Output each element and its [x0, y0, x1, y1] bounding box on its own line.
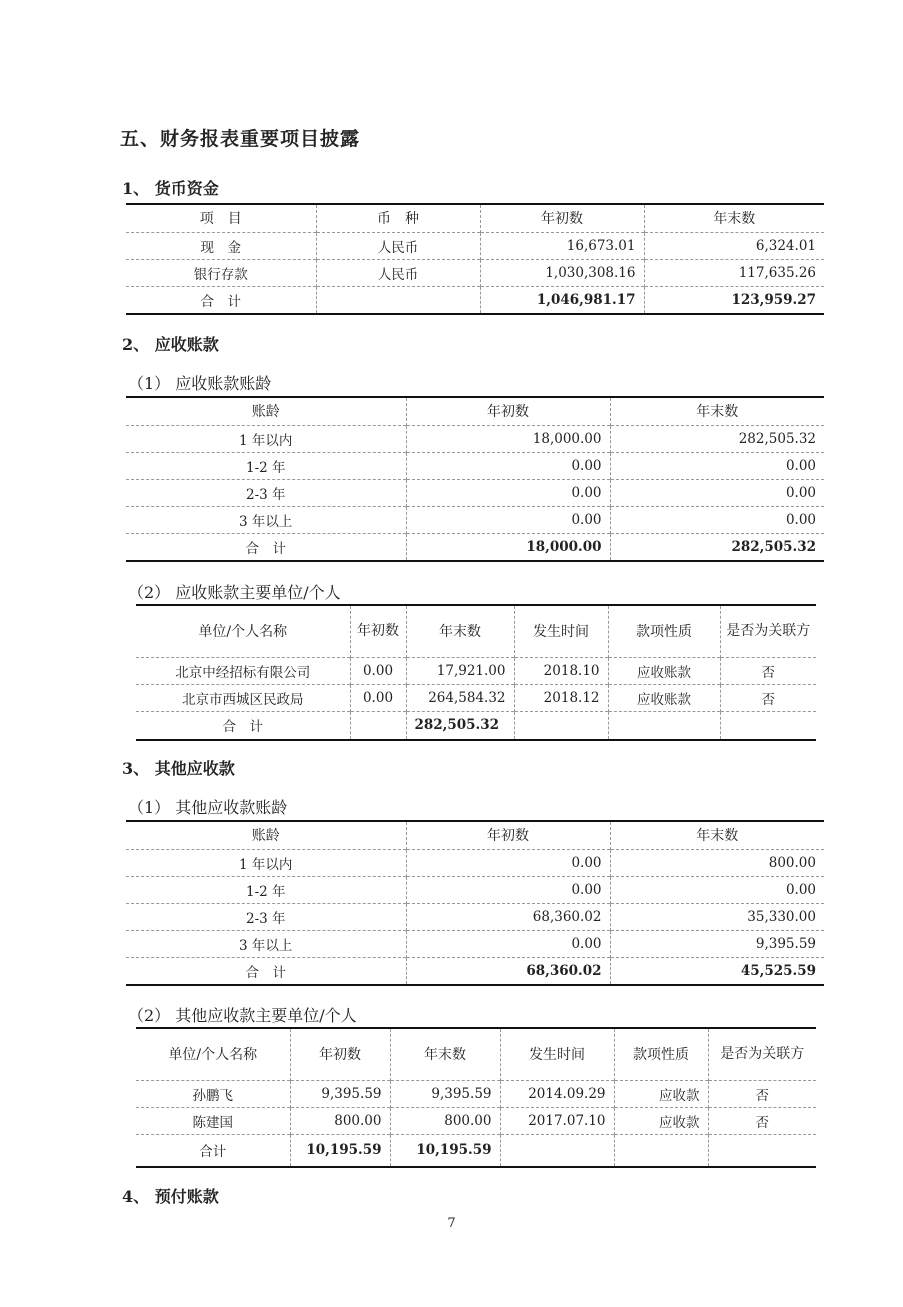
cell: 人民币 — [316, 259, 480, 286]
cell: 18,000.00 — [406, 533, 610, 561]
cell: 应收账款 — [608, 684, 720, 711]
total-row — [126, 957, 824, 985]
table-row — [126, 452, 824, 479]
table-row — [126, 876, 824, 903]
col-header: 年末数 — [610, 821, 824, 849]
cell: 0.00 — [406, 849, 610, 876]
col-header: 年末数 — [610, 397, 824, 425]
cell: 0.00 — [406, 452, 610, 479]
col-header: 款项性质 — [614, 1028, 708, 1080]
cell: 应收款 — [614, 1107, 708, 1134]
page-number: 7 — [447, 1216, 456, 1231]
section-heading-cash: 1、 货币资金 — [122, 179, 219, 198]
col-header: 年初数 — [480, 204, 644, 232]
cell: 2018.10 — [514, 657, 608, 684]
cell — [350, 711, 406, 740]
cell: 123,959.27 — [644, 286, 824, 314]
cell: 0.00 — [406, 876, 610, 903]
cell — [514, 711, 608, 740]
section-heading-receivables: 2、 应收账款 — [122, 335, 219, 354]
cell: 人民币 — [316, 232, 480, 259]
col-header: 年末数 — [406, 605, 514, 657]
cell: 16,673.01 — [480, 232, 644, 259]
subheading-receivables-aging: （1） 应收账款账龄 — [128, 374, 272, 393]
cell: 合计 — [199, 1144, 227, 1161]
table-row — [126, 506, 824, 533]
cell: 2017.07.10 — [500, 1107, 614, 1134]
cell: 合 计 — [245, 540, 286, 557]
cell: 800.00 — [290, 1107, 390, 1134]
cell: 0.00 — [406, 479, 610, 506]
cell: 1,046,981.17 — [480, 286, 644, 314]
col-header: 年末数 — [644, 204, 824, 232]
cell: 18,000.00 — [406, 425, 610, 452]
cell: 68,360.02 — [406, 903, 610, 930]
cell: 银行存款 — [193, 266, 248, 283]
cell: 17,921.00 — [406, 657, 514, 684]
col-header: 项 目 — [199, 211, 242, 228]
col-header: 年初数 — [406, 397, 610, 425]
cell: 合 计 — [222, 719, 263, 736]
total-row — [126, 533, 824, 561]
receivables-major-table — [136, 604, 816, 741]
col-header: 款项性质 — [608, 605, 720, 657]
cell: 2018.12 — [514, 684, 608, 711]
table-row — [126, 232, 824, 259]
cell: 1 年以内 — [239, 856, 293, 873]
cell: 3 年以上 — [239, 513, 293, 530]
page-title: 五、财务报表重要项目披露 — [120, 128, 361, 150]
cell — [720, 711, 816, 740]
col-header: 是否为关联方 — [720, 605, 816, 657]
cell: 45,525.59 — [610, 957, 824, 985]
cell: 应收账款 — [608, 657, 720, 684]
cell — [500, 1134, 614, 1167]
cell: 10,195.59 — [290, 1134, 390, 1167]
total-row — [136, 1134, 816, 1167]
col-header: 年初数 — [290, 1028, 390, 1080]
other-aging-table — [126, 820, 824, 986]
subheading-other-aging: （1） 其他应收款账龄 — [128, 798, 288, 817]
table-row — [126, 849, 824, 876]
cell: 9,395.59 — [610, 930, 824, 957]
cell: 9,395.59 — [390, 1080, 500, 1107]
cash-table — [126, 203, 824, 315]
table-header-row — [126, 204, 824, 232]
cell: 合 计 — [200, 293, 241, 310]
cell: 35,330.00 — [610, 903, 824, 930]
total-row — [126, 286, 824, 314]
cell: 800.00 — [610, 849, 824, 876]
cell: 北京市西城区民政局 — [182, 691, 304, 708]
cell: 0.00 — [350, 657, 406, 684]
cell: 陈建国 — [192, 1114, 233, 1131]
cell: 10,195.59 — [390, 1134, 500, 1167]
table-row — [136, 1080, 816, 1107]
cell: 0.00 — [406, 506, 610, 533]
cell: 9,395.59 — [290, 1080, 390, 1107]
col-header: 单位/个人名称 — [168, 1047, 258, 1064]
section-heading-other-receivables: 3、 其他应收款 — [122, 759, 235, 778]
col-header: 发生时间 — [514, 605, 608, 657]
cell: 孙鹏飞 — [192, 1087, 233, 1104]
col-header: 年初数 — [350, 605, 406, 657]
cell: 6,324.01 — [644, 232, 824, 259]
other-major-table — [136, 1027, 816, 1168]
table-row — [126, 259, 824, 286]
col-header: 账龄 — [251, 828, 280, 845]
cell: 否 — [720, 657, 816, 684]
subheading-receivables-major: （2） 应收账款主要单位/个人 — [128, 583, 341, 602]
col-header: 是否为关联方 — [708, 1028, 816, 1080]
cell: 1 年以内 — [239, 432, 293, 449]
table-header-row — [136, 605, 816, 657]
cell: 117,635.26 — [644, 259, 824, 286]
cell: 否 — [708, 1107, 816, 1134]
cell: 282,505.32 — [610, 425, 824, 452]
section-heading-prepayments: 4、 预付账款 — [122, 1187, 219, 1206]
cell: 68,360.02 — [406, 957, 610, 985]
cell: 0.00 — [610, 876, 824, 903]
cell — [608, 711, 720, 740]
cell: 1-2 年 — [245, 459, 286, 476]
table-row — [136, 1107, 816, 1134]
total-row — [136, 711, 816, 740]
cell: 否 — [720, 684, 816, 711]
cell: 0.00 — [610, 506, 824, 533]
cell: 2-3 年 — [245, 486, 286, 503]
cell — [708, 1134, 816, 1167]
table-row — [126, 930, 824, 957]
cell: 0.00 — [610, 479, 824, 506]
table-row — [126, 479, 824, 506]
col-header: 单位/个人名称 — [198, 624, 288, 641]
col-header: 账龄 — [251, 404, 280, 421]
col-header: 币 种 — [316, 204, 480, 232]
cell: 3 年以上 — [239, 937, 293, 954]
cell — [614, 1134, 708, 1167]
table-row — [126, 903, 824, 930]
col-header: 年末数 — [390, 1028, 500, 1080]
receivables-aging-table — [126, 396, 824, 562]
cell: 0.00 — [610, 452, 824, 479]
cell: 应收款 — [614, 1080, 708, 1107]
col-header: 年初数 — [406, 821, 610, 849]
cell: 2014.09.29 — [500, 1080, 614, 1107]
table-header-row — [126, 397, 824, 425]
cell: 0.00 — [350, 684, 406, 711]
cell: 264,584.32 — [406, 684, 514, 711]
cell — [316, 286, 480, 314]
cell: 2-3 年 — [245, 910, 286, 927]
table-row — [136, 657, 816, 684]
cell: 282,505.32 — [406, 711, 514, 740]
cell: 否 — [708, 1080, 816, 1107]
cell: 800.00 — [390, 1107, 500, 1134]
cell: 现 金 — [200, 239, 241, 256]
cell: 282,505.32 — [610, 533, 824, 561]
table-header-row — [126, 821, 824, 849]
table-row — [126, 425, 824, 452]
table-header-row — [136, 1028, 816, 1080]
cell: 1,030,308.16 — [480, 259, 644, 286]
col-header: 发生时间 — [500, 1028, 614, 1080]
table-row — [136, 684, 816, 711]
cell: 0.00 — [406, 930, 610, 957]
cell: 1-2 年 — [245, 883, 286, 900]
cell: 北京中经招标有限公司 — [175, 664, 311, 681]
subheading-other-major: （2） 其他应收款主要单位/个人 — [128, 1006, 357, 1025]
cell: 合 计 — [245, 964, 286, 981]
